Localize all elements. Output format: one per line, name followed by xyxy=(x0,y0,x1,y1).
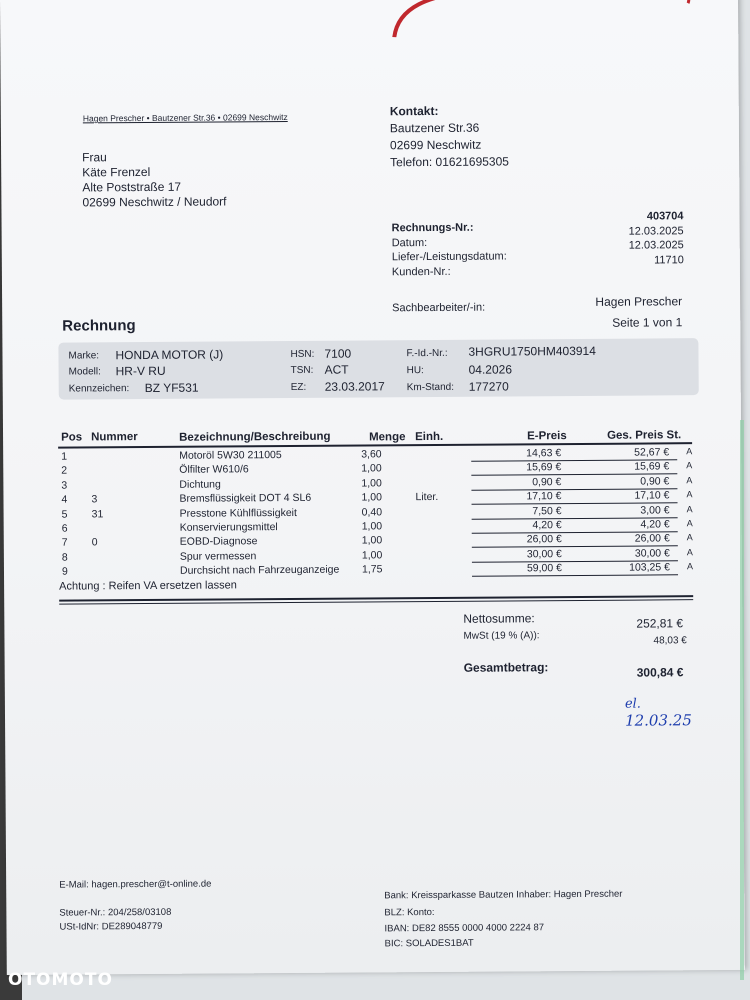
row-quantity: 3,60 xyxy=(361,448,382,461)
row-pos: 3 xyxy=(61,479,68,492)
row-quantity: 1,00 xyxy=(361,520,383,533)
invoice-no: 403704 xyxy=(646,210,684,223)
row-quantity: 1,75 xyxy=(361,563,383,576)
plate-value: BZ YF531 xyxy=(144,380,199,395)
date-label: Datum: xyxy=(391,236,428,249)
row-description: Dichtung xyxy=(179,478,221,491)
row-description: Durchsicht nach Fahrzeuganzeige xyxy=(179,563,340,577)
delivery-date: 12.03.2025 xyxy=(628,239,684,252)
row-total: 4,20 € xyxy=(640,518,670,531)
recipient-address xyxy=(82,149,226,210)
col-menge: Menge xyxy=(369,431,406,444)
col-gespreis: Ges. Preis St. xyxy=(607,429,682,442)
watermark-logo: OTOMOTO xyxy=(8,970,113,990)
page-number: Seite 1 von 1 xyxy=(612,315,683,330)
table-note: Achtung : Reifen VA ersetzen lassen xyxy=(59,579,237,593)
invoice-meta-labels xyxy=(392,220,507,279)
make-value: HONDA MOTOR (J) xyxy=(115,347,224,363)
row-total: 30,00 € xyxy=(634,547,670,560)
handwritten-date: 12.03.25 xyxy=(624,711,692,730)
invoice-meta-values xyxy=(628,209,683,267)
row-total: 0,90 € xyxy=(640,475,670,488)
row-quantity: 1,00 xyxy=(361,534,383,547)
net-label: Nettosumme: xyxy=(463,611,535,626)
row-pos: 2 xyxy=(61,464,68,477)
col-bezeichnung: Bezeichnung/Beschreibung xyxy=(179,430,331,444)
row-pos: 6 xyxy=(61,522,68,535)
row-pos: 5 xyxy=(61,508,68,521)
contact-city: 02699 Neschwitz xyxy=(389,137,482,153)
vehicle-info-box xyxy=(58,338,698,399)
col-epreis: E-Preis xyxy=(527,430,567,443)
row-tax-code: A xyxy=(686,518,693,529)
row-nummer: 0 xyxy=(91,536,98,549)
row-unit-price: 14,63 € xyxy=(526,447,562,460)
footer-bic: BIC: SOLADES1BAT xyxy=(384,937,474,950)
row-total: 26,00 € xyxy=(634,532,670,545)
gross-label: Gesamtbetrag: xyxy=(463,660,549,675)
row-quantity: 1,00 xyxy=(361,462,382,475)
invoice-no-label: Rechnungs-Nr.: xyxy=(391,221,474,235)
row-nummer: 3 xyxy=(91,493,98,506)
row-tax-code: A xyxy=(686,532,693,543)
row-underline xyxy=(472,574,678,576)
row-tax-code: A xyxy=(686,446,693,457)
invoice-date: 12.03.2025 xyxy=(628,224,684,238)
customer-label: Kunden-Nr.: xyxy=(391,265,451,278)
row-description: Motoröl 5W30 211005 xyxy=(179,449,282,462)
row-pos: 9 xyxy=(61,565,68,578)
vat-label: MwSt (19 % (A)): xyxy=(463,630,540,642)
row-quantity: 1,00 xyxy=(361,549,383,562)
hsn-value: 7100 xyxy=(324,346,352,361)
row-tax-code: A xyxy=(686,460,693,471)
model-value: HR-V RU xyxy=(115,363,166,379)
hu-label: HU: xyxy=(406,365,424,377)
footer-iban: IBAN: DE82 8555 0000 4000 2224 87 xyxy=(384,922,545,935)
row-description: Spur vermessen xyxy=(179,550,257,563)
row-total: 3,00 € xyxy=(640,503,670,517)
ez-label: EZ: xyxy=(290,381,307,393)
make-label: Marke: xyxy=(68,350,100,362)
clerk-name: Hagen Prescher xyxy=(595,294,683,309)
row-unit-price: 26,00 € xyxy=(526,533,562,546)
hsn-label: HSN: xyxy=(290,348,315,360)
row-nummer: 31 xyxy=(91,507,104,520)
recipient-salutation: Frau xyxy=(82,150,107,165)
customer-no: 11710 xyxy=(654,253,684,266)
row-unit: Liter. xyxy=(415,491,439,504)
row-unit-price: 59,00 € xyxy=(526,562,563,575)
document-title: Rechnung xyxy=(62,317,136,335)
contact-phone: Telefon: 01621695305 xyxy=(390,154,509,170)
row-description: Konservierungsmittel xyxy=(179,521,278,534)
row-unit-price: 7,50 € xyxy=(532,504,562,517)
row-description: Ölfilter W610/6 xyxy=(179,463,249,477)
vin-label: F.-Id.-Nr.: xyxy=(406,347,448,360)
ez-value: 23.03.2017 xyxy=(324,379,385,394)
tsn-value: ACT xyxy=(324,362,349,377)
row-description: Bremsflüssigkeit DOT 4 SL6 xyxy=(179,492,312,505)
hu-value: 04.2026 xyxy=(468,362,513,377)
sender-line: Hagen Prescher • Bautzener Str.36 • 02699 Neschwitz xyxy=(82,111,288,124)
col-nummer: Nummer xyxy=(91,431,138,444)
row-quantity: 0,40 xyxy=(361,505,383,519)
clerk-label: Sachbearbeiter/-in: xyxy=(392,301,486,315)
km-value: 177270 xyxy=(468,379,509,394)
row-tax-code: A xyxy=(686,561,694,572)
tsn-label: TSN: xyxy=(290,364,314,376)
gross-value: 300,84 € xyxy=(636,665,684,680)
red-logo-arc xyxy=(388,0,698,37)
row-unit-price: 0,90 € xyxy=(532,475,562,489)
contact-heading: Kontakt: xyxy=(389,103,439,119)
row-pos: 8 xyxy=(61,551,68,564)
row-tax-code: A xyxy=(686,503,693,514)
row-quantity: 1,00 xyxy=(361,477,382,490)
row-quantity: 1,00 xyxy=(361,491,382,504)
row-total: 15,69 € xyxy=(634,460,670,473)
row-tax-code: A xyxy=(686,474,693,486)
vat-value: 48,03 € xyxy=(653,635,687,647)
row-tax-code: A xyxy=(686,489,693,500)
row-total: 103,25 € xyxy=(629,561,671,574)
contact-street: Bautzener Str.36 xyxy=(389,120,480,136)
row-total: 52,67 € xyxy=(634,446,670,459)
row-total: 17,10 € xyxy=(634,489,670,502)
net-value: 252,81 € xyxy=(636,616,684,631)
model-label: Modell: xyxy=(68,366,101,378)
recipient-city: 02699 Neschwitz / Neudorf xyxy=(82,194,227,210)
row-description: EOBD-Diagnose xyxy=(179,535,258,549)
row-pos: 4 xyxy=(61,493,68,506)
recipient-name: Käte Frenzel xyxy=(82,164,151,180)
col-einheit: Einh. xyxy=(415,430,444,444)
row-pos: 1 xyxy=(61,450,68,463)
row-tax-code: A xyxy=(686,546,693,558)
row-unit-price: 17,10 € xyxy=(526,490,562,503)
footer-blz: BLZ: Konto: xyxy=(384,906,435,919)
contact-block xyxy=(390,102,509,171)
handwritten-initials: el. xyxy=(624,696,641,712)
row-description: Presstone Kühlflüssigkeit xyxy=(179,506,297,520)
row-unit-price: 4,20 € xyxy=(532,519,562,532)
delivery-label: Liefer-/Leistungsdatum: xyxy=(391,250,507,264)
green-page-edge xyxy=(740,420,744,980)
recipient-street: Alte Poststraße 17 xyxy=(82,179,182,195)
row-unit-price: 30,00 € xyxy=(526,547,562,561)
footer-vat-id: USt-IdNr: DE289048779 xyxy=(59,920,163,933)
plate-label: Kennzeichen: xyxy=(68,383,130,395)
footer-tax-no: Steuer-Nr.: 204/258/03108 xyxy=(59,906,172,919)
col-pos: Pos xyxy=(61,431,83,444)
row-pos: 7 xyxy=(61,536,68,549)
row-unit-price: 15,69 € xyxy=(526,461,562,474)
km-label: Km-Stand: xyxy=(406,381,455,394)
footer-email: E-Mail: hagen.prescher@t-online.de xyxy=(59,878,212,891)
vin-value: 3HGRU1750HM403914 xyxy=(468,343,596,359)
footer-bank: Bank: Kreissparkasse Bautzen Inhaber: Hagen Prescher xyxy=(384,888,623,902)
